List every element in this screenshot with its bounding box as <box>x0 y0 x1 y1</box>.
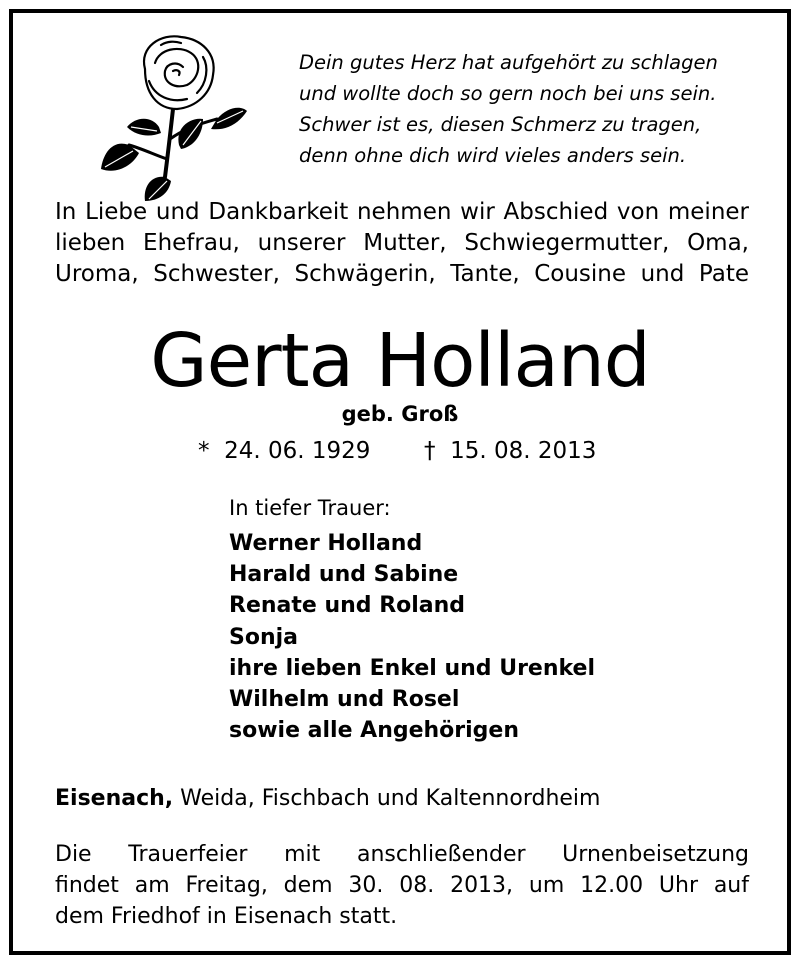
poem-line: Schwer ist es, diesen Schmerz zu tragen, <box>299 113 702 136</box>
rose-icon <box>99 27 249 203</box>
service-line: findet am Freitag, dem 30. 08. 2013, um 12.00 Uhr auf <box>55 873 749 898</box>
mourner-name: Renate und Roland <box>229 593 466 619</box>
birth-symbol: * <box>198 438 210 464</box>
mourners-heading: In tiefer Trauer: <box>229 496 391 520</box>
mourner-name: Harald und Sabine <box>229 562 459 588</box>
intro-line: lieben Ehefrau, unserer Mutter, Schwiegermutter, Oma, <box>55 230 749 256</box>
mourner-name: Sonja <box>229 624 299 650</box>
service-info <box>55 839 749 932</box>
poem-line: denn ohne dich wird vieles anders sein. <box>299 144 687 167</box>
poem-line: Dein gutes Herz hat aufgehört zu schlagen <box>299 51 718 74</box>
mourner-name: sowie alle Angehörigen <box>229 718 520 744</box>
death-date: 15. 08. 2013 <box>450 438 597 464</box>
death-symbol: † <box>424 438 436 464</box>
intro-line: In Liebe und Dankbarkeit nehmen wir Abschied von meiner <box>55 199 749 225</box>
life-dates <box>198 435 597 467</box>
poem-line: und wollte doch so gern noch bei uns sein. <box>299 82 717 105</box>
poem <box>299 47 769 171</box>
mourner-name: Wilhelm und Rosel <box>229 687 460 713</box>
main-place: Eisenach, <box>55 786 174 811</box>
mourner-name: ihre lieben Enkel und Urenkel <box>229 655 596 681</box>
mourner-name: Werner Holland <box>229 531 423 556</box>
service-line: dem Friedhof in Eisenach statt. <box>55 904 398 929</box>
maiden-name: geb. Groß <box>341 402 459 426</box>
service-line: Die Trauerfeier mit anschließender Urnenbeisetzung <box>55 842 749 867</box>
other-places: Weida, Fischbach und Kaltennordheim <box>173 786 601 811</box>
birth-date: 24. 06. 1929 <box>224 438 371 464</box>
intro-line: Uroma, Schwester, Schwägerin, Tante, Cousine und Pate <box>55 261 749 287</box>
mourners-list <box>229 528 595 746</box>
places-line <box>55 783 600 814</box>
intro-text <box>55 197 749 290</box>
deceased-name: Gerta Holland <box>150 318 650 404</box>
obituary-notice <box>9 9 791 955</box>
